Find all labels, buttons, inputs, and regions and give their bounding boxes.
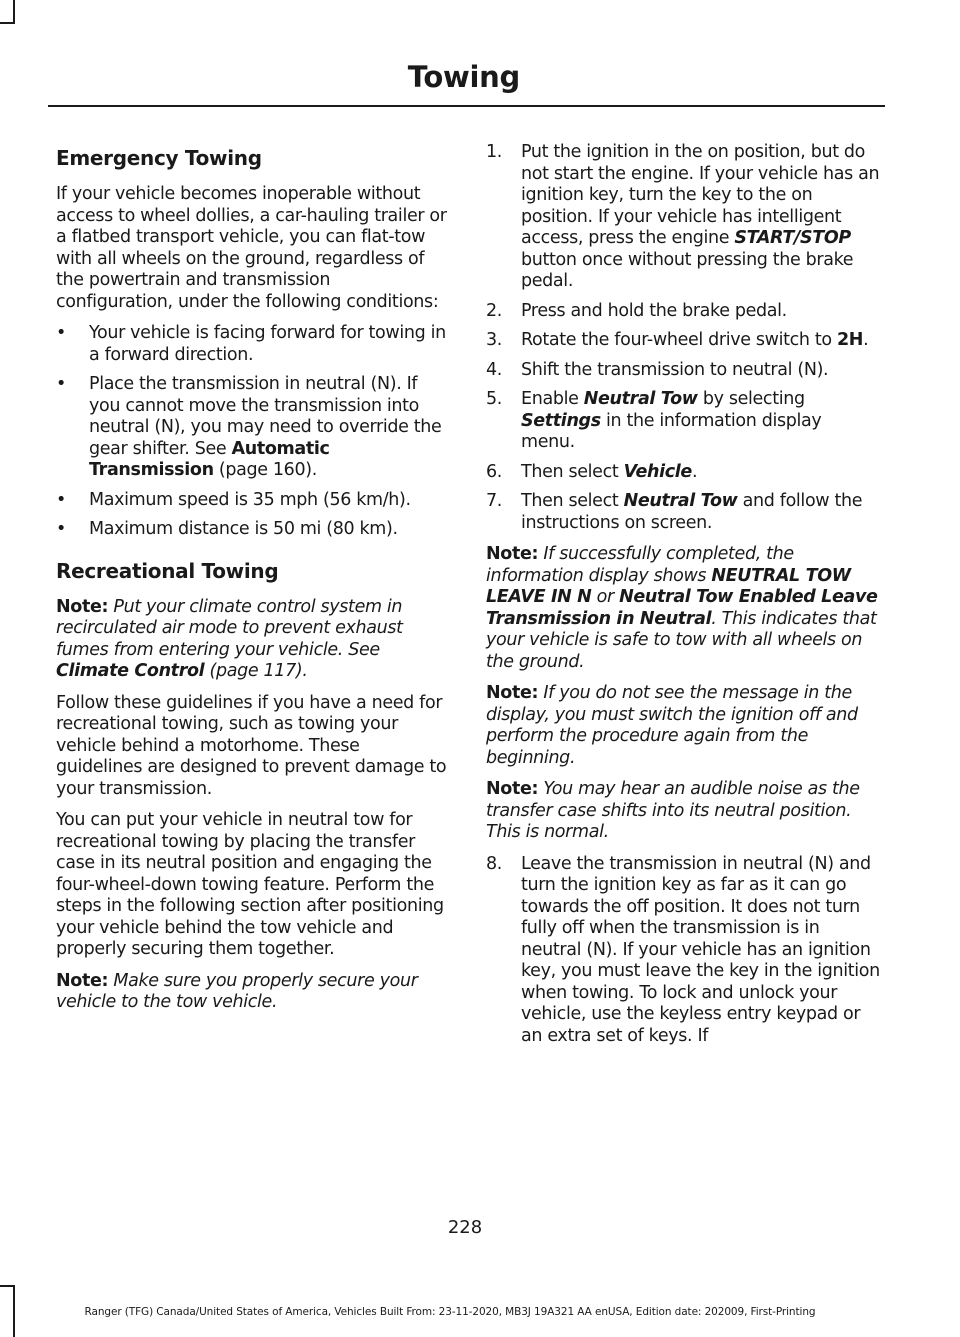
step-8: 8. Leave the transmission in neutral (N) and turn the ignition key as far as it can go towards the off position. It does not turn fully off when the transmission is in neutral (N). If your vehicle has an ignition key, you must leave the key in the ignition when towing. To lock and unlock your vehicle, use the keyless entry keypad or an extra set of keys. If (486, 853, 880, 1046)
crop-mark-top-horizontal (0, 22, 15, 24)
page-number: 228 (447, 1217, 483, 1238)
cross-reference-link[interactable]: Automatic Transmission (89, 438, 330, 480)
right-column (486, 142, 880, 1055)
list-item: • Your vehicle is facing forward for towing in a forward direction. (56, 323, 446, 365)
recreational-neutral-tow: You can put your vehicle in neutral tow for recreational towing by placing the transfer case in its neutral position and engaging the four-wheel-down towing feature. Perform the steps in the following section after positioning your vehicle behind the tow vehicle and properly securing them together. (56, 810, 444, 959)
emergency-towing-heading: Emergency Towing (56, 146, 262, 170)
note-secure-vehicle: Note: Make sure you properly secure your vehicle to the tow vehicle. (56, 970, 418, 1012)
crop-mark-top-vertical (13, 0, 15, 24)
step-6: 6. Then select Vehicle. (486, 461, 698, 482)
note-display-message: Note: If successfully completed, the information display shows NEUTRAL TOW LEAVE IN N or Neutral Tow Enabled Leave Transmission in Neutral. This indicates that your vehicle is safe to tow with all wheels on the ground. (486, 544, 878, 672)
cross-reference-link[interactable]: Climate Control (56, 661, 205, 681)
bullet-icon: • (56, 374, 66, 394)
step-4: 4. Shift the transmission to neutral (N). (486, 359, 829, 380)
crop-mark-bottom-horizontal (0, 1285, 15, 1287)
header-rule (48, 105, 885, 107)
footer-edition-info: Ranger (TFG) Canada/United States of America, Vehicles Built From: 23-11-2020, MB3J 19A321 AA enUSA, Edition date: 202009, First-Printing (84, 1306, 816, 1318)
bullet-icon: • (56, 323, 66, 343)
step-3: 3. Rotate the four-wheel drive switch to 2H. (486, 330, 869, 350)
emergency-intro: If your vehicle becomes inoperable without access to wheel dollies, a car-hauling trailer or a flatbed transport vehicle, you can flat-tow with all wheels on the ground, regardless of the powertrain and transmission configuration, under the following conditions: (56, 184, 447, 312)
recreational-towing-heading: Recreational Towing (56, 558, 279, 583)
list-item: • Place the transmission in neutral (N). If you cannot move the transmission into neutral (N), you may need to override the gear shifter. See Automatic Transmission (page 160). (56, 374, 442, 480)
section-title: Towing (407, 60, 520, 94)
step-5: 5. Enable Neutral Tow by selecting Settings in the information display menu. (486, 389, 822, 452)
bullet-icon: • (56, 489, 66, 510)
bullet-icon: • (56, 519, 66, 539)
step-7: 7. Then select Neutral Tow and follow the instructions on screen. (486, 491, 863, 533)
left-column (56, 142, 450, 1024)
list-item: • Maximum speed is 35 mph (56 km/h). (56, 489, 411, 510)
step-1: 1. Put the ignition in the on position, but do not start the engine. If your vehicle has an ignition key, turn the key to the on position. If your vehicle has intelligent access, press the engine START/STOP button once without pressing the brake pedal. (486, 142, 880, 291)
note-climate-control: Note: Put your climate control system in recirculated air mode to prevent exhaust fumes from entering your vehicle. See Climate Control (page 117). (56, 596, 403, 681)
note-repeat-procedure: Note: If you do not see the message in the display, you must switch the ignition off and perform the procedure again from the beginning. (486, 683, 858, 768)
recreational-guidelines: Follow these guidelines if you have a need for recreational towing, such as towing your vehicle behind a motorhome. These guidelines are designed to prevent damage to your transmission. (56, 692, 447, 799)
note-audible-noise: Note: You may hear an audible noise as the transfer case shifts into its neutral position. This is normal. (486, 779, 860, 842)
step-2: 2. Press and hold the brake pedal. (486, 300, 787, 321)
list-item: • Maximum distance is 50 mi (80 km). (56, 519, 398, 539)
